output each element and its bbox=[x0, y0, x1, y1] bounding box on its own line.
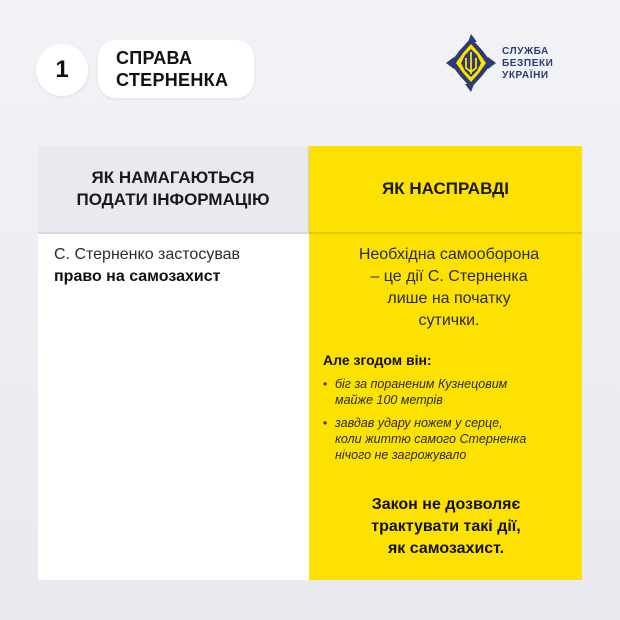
conclusion-line-3: як самозахист. bbox=[387, 540, 505, 557]
comparison-table bbox=[38, 146, 582, 580]
claim-header-line-1: ЯК НАМАГАЮТЬСЯ bbox=[91, 168, 255, 187]
title-line-1: СПРАВА bbox=[116, 48, 193, 68]
bullet-icon: • bbox=[323, 416, 328, 430]
reality-column bbox=[309, 146, 582, 580]
org-name-line-2: БЕЗПЕКИ bbox=[502, 58, 554, 69]
claim-column-header bbox=[38, 146, 309, 232]
bullet-2-line-1: завдав удару ножем у серце, bbox=[335, 416, 503, 430]
bullet-1-line-2: майже 100 метрів bbox=[335, 393, 443, 407]
claim-column bbox=[38, 146, 309, 580]
claim-text-line-1: С. Стерненко застосував bbox=[54, 246, 241, 263]
reality-intro bbox=[323, 244, 575, 332]
step-number: 1 bbox=[55, 56, 69, 83]
conclusion-line-1: Закон не дозволяє bbox=[371, 496, 521, 513]
org-name-line-3: УКРАЇНИ bbox=[502, 70, 549, 81]
reality-bullet-list bbox=[323, 376, 578, 470]
bullet-2-line-2: коли життю самого Стерненка bbox=[335, 432, 527, 446]
intro-line-4: сутички. bbox=[418, 312, 480, 329]
conclusion-line-2: трактувати такі дії, bbox=[371, 518, 521, 535]
page-title bbox=[98, 40, 254, 98]
step-number-badge bbox=[36, 44, 88, 96]
organization-name bbox=[502, 46, 553, 82]
header-divider bbox=[38, 232, 309, 234]
header-divider bbox=[309, 232, 582, 234]
sbu-emblem-icon bbox=[446, 34, 496, 92]
reality-subheading: Але згодом він: bbox=[323, 352, 432, 368]
bullet-1-line-1: біг за пораненим Кузнецовим bbox=[335, 377, 508, 391]
intro-line-2: – це дії С. Стерненка bbox=[370, 268, 528, 285]
reality-conclusion bbox=[323, 494, 569, 560]
claim-text-line-2: право на самозахист bbox=[54, 268, 221, 285]
claim-text bbox=[54, 244, 302, 288]
claim-header-line-2: ПОДАТИ ІНФОРМАЦІЮ bbox=[76, 190, 270, 209]
list-item bbox=[323, 376, 578, 408]
org-name-line-1: СЛУЖБА bbox=[502, 46, 549, 57]
intro-line-1: Необхідна самооборона bbox=[358, 246, 540, 263]
bullet-icon: • bbox=[323, 377, 328, 391]
reality-column-header bbox=[309, 146, 582, 232]
reality-header-text: ЯК НАСПРАВДІ bbox=[382, 179, 509, 198]
list-item bbox=[323, 415, 578, 463]
intro-line-3: лише на початку bbox=[387, 290, 511, 307]
bullet-2-line-3: нічого не загрожувало bbox=[335, 448, 467, 462]
title-line-2: СТЕРНЕНКА bbox=[116, 70, 229, 90]
